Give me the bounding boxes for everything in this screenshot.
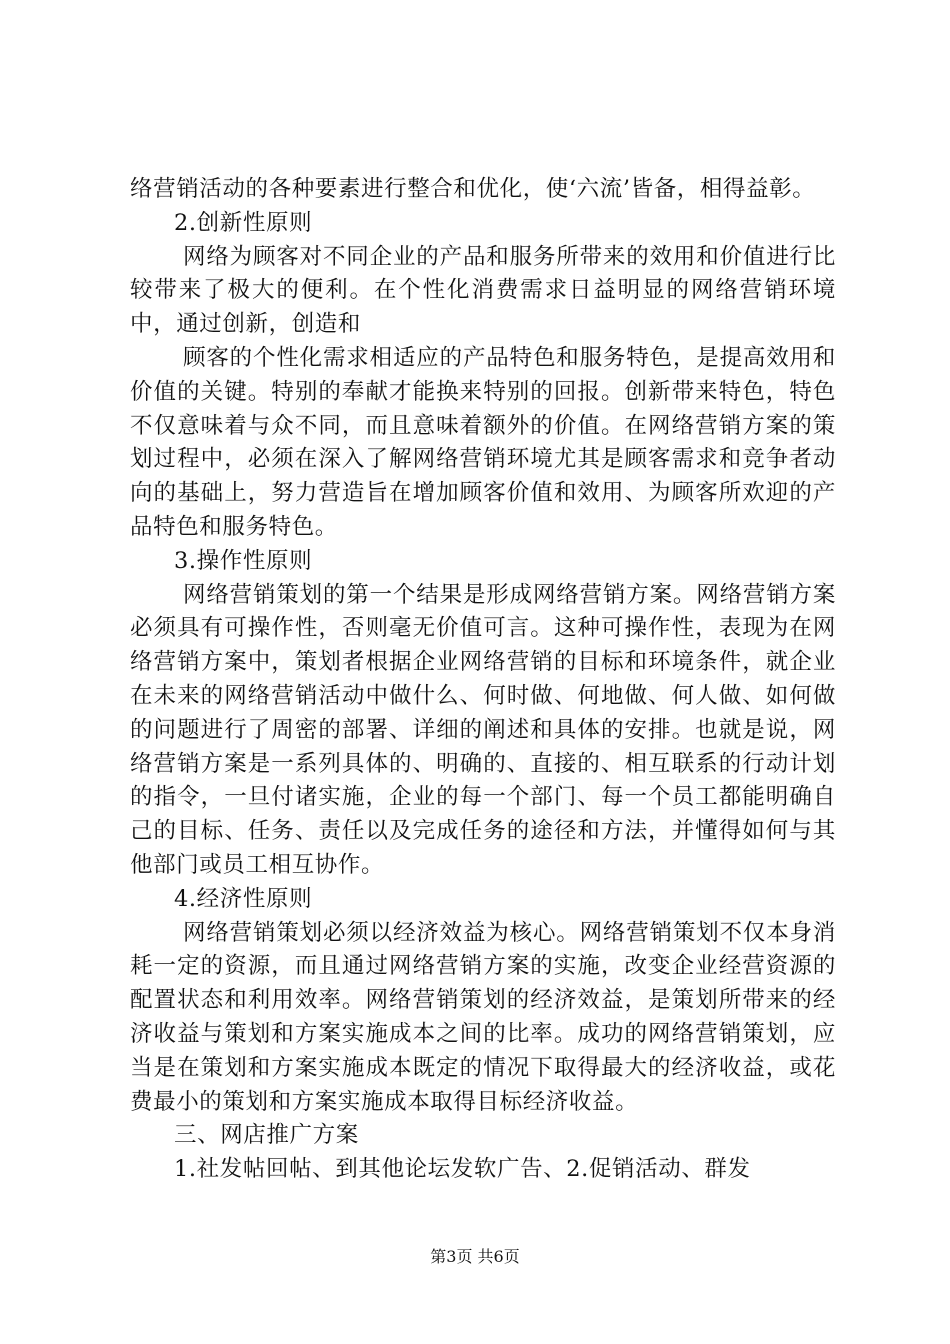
- paragraph-innovation-1: 网络为顾客对不同企业的产品和服务所带来的效用和价值进行比较带来了极大的便利。在个性化消费需求日益明显的网络营销环境中，通过创新，创造和: [130, 243, 836, 338]
- section-heading-operability: 3.操作性原则: [174, 547, 313, 574]
- section-heading-innovation: 2.创新性原则: [174, 209, 313, 236]
- page-footer: 第3页 共6页: [430, 1247, 520, 1266]
- paragraph-promotion-items: 1.社发帖回帖、到其他论坛发软广告、2.促销活动、群发: [174, 1156, 751, 1183]
- section-heading-promotion-plan: 三、网店推广方案: [174, 1122, 359, 1149]
- paragraph-operability: 网络营销策划的第一个结果是形成网络营销方案。网络营销方案必须具有可操作性，否则毫无价值可言。这种可操作性，表现为在网络营销方案中，策划者根据企业网络营销的目标和环境条件，就企业在未来的网络营销活动中做什么、何时做、何地做、何人做、如何做的问题进行了周密的部署、详细的阐述和具体的安排。也就是说，网络营销方案是一系列具体的、明确的、直接的、相互联系的行动计划的指令，一旦付诸实施，企业的每一个部门、每一个员工都能明确自己的目标、任务、责任以及完成任务的途径和方法，并懂得如何与其他部门或员工相互协作。: [130, 581, 836, 878]
- section-heading-economy: 4.经济性原则: [174, 885, 313, 912]
- paragraph-economy: 网络营销策划必须以经济效益为核心。网络营销策划不仅本身消耗一定的资源，而且通过网络营销方案的实施，改变企业经营资源的配置状态和利用效率。网络营销策划的经济效益，是策划所带来的经济收益与策划和方案实施成本之间的比率。成功的网络营销策划，应当是在策划和方案实施成本既定的情况下取得最大的经济收益，或花费最小的策划和方案实施成本取得目标经济收益。: [130, 919, 836, 1115]
- paragraph-innovation-2: 顾客的个性化需求相适应的产品特色和服务特色，是提高效用和价值的关键。特别的奉献才能换来特别的回报。创新带来特色，特色不仅意味着与众不同，而且意味着额外的价值。在网络营销方案的策划过程中，必须在深入了解网络营销环境尤其是顾客需求和竞争者动向的基础上，努力营造旨在增加顾客价值和效用、为顾客所欢迎的产品特色和服务特色。: [130, 344, 836, 540]
- document-body: [130, 173, 836, 1187]
- paragraph-continuation: 络营销活动的各种要素进行整合和优化，使‘六流’皆备，相得益彰。: [130, 176, 816, 202]
